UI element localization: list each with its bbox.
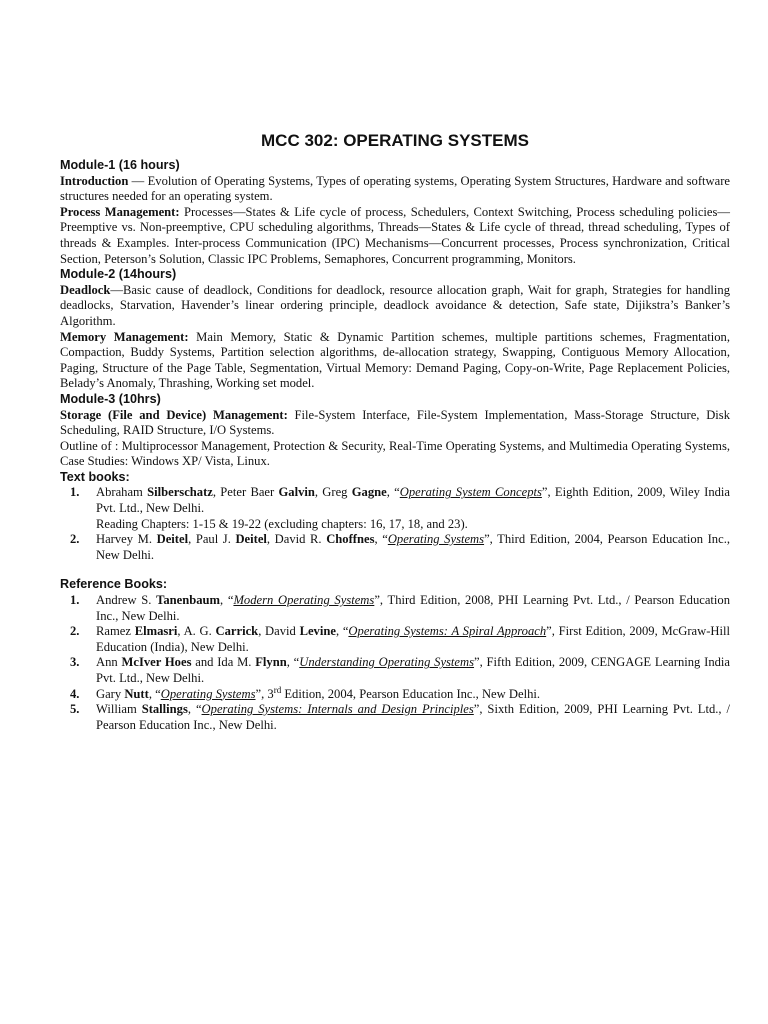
book-text: Edition, 2004, Pearson Education Inc., New Delhi.: [281, 686, 541, 701]
book-text: , Peter Baer: [212, 485, 279, 500]
book-entry: [60, 485, 730, 532]
author-surname: Nutt: [124, 686, 149, 701]
topic-text: —Basic cause of deadlock, Conditions for deadlock, resource allocation graph, Wait for graph, Strategies for handling deadlocks, Starvation, Havender’s linear ordering principle, deadlock avoidance & detection, Safe state, Dijikstra’s Banker’s Algorithm.: [60, 282, 730, 328]
author-surname: Silberschatz: [147, 485, 213, 500]
book-text: , “: [220, 593, 234, 608]
book-text: ”, Third Edition, 2008, PHI Learning Pvt. Ltd., / Pearson Education Inc., New Delhi.: [96, 593, 731, 623]
book-number: 3.: [70, 655, 80, 670]
book-text: Abraham: [96, 485, 148, 500]
book-text: , Paul J.: [188, 532, 236, 547]
author-surname: McIver Hoes: [121, 655, 192, 670]
book-title: Operating Systems: [160, 686, 256, 701]
book-text: Gary: [96, 686, 125, 701]
topic-label: Process Management:: [60, 204, 180, 219]
text-books-heading: Text books:: [60, 469, 130, 484]
book-title: Modern Operating Systems: [233, 593, 375, 608]
book-text: , “: [374, 532, 388, 547]
topic-text: — Evolution of Operating Systems, Types of operating systems, Operating System Structures, Hardware and software structures needed for an operating system.: [60, 173, 730, 204]
book-text: Ramez: [96, 624, 135, 639]
author-surname: Choffnes: [326, 532, 375, 547]
book-text: , “: [286, 655, 300, 670]
book-title: Operating Systems: Internals and Design Principles: [201, 702, 474, 717]
author-surname: Deitel: [156, 532, 189, 547]
book-text: , “: [335, 624, 349, 639]
book-entry: [60, 624, 730, 655]
book-text: Ann: [96, 655, 122, 670]
book-text: ”, First Edition, 2009, McGraw-Hill Education (India), New Delhi.: [96, 624, 730, 654]
author-surname: Tanenbaum: [156, 593, 221, 608]
book-number: 2.: [70, 532, 80, 547]
book-number: 5.: [70, 702, 80, 717]
author-surname: Galvin: [278, 485, 315, 500]
book-title: Operating Systems: [387, 532, 485, 547]
book-text: , David: [258, 624, 300, 639]
syllabus-content: [60, 130, 730, 733]
book-text: ”, Eighth Edition, 2009, Wiley India Pvt. Ltd., New Delhi.: [96, 485, 731, 516]
book-text: , “: [386, 485, 400, 500]
reading-note: Reading Chapters: 1-15 & 19-22 (excluding chapters: 16, 17, 18, and 23).: [96, 516, 468, 531]
topic-text: Processes—States & Life cycle of process, Schedulers, Context Switching, Process scheduling policies—Preemptive vs. Non-preemptive, CPU scheduling algorithms, Threads—States & Life cycle of thread, thread scheduling, Types of threads & Examples. Inter-process Communication (IPC) Mechanisms—Concurrent processes, Process synchronization, Critical Section, Peterson’s Solution, Classic IPC Problems, Semaphores, Concurrent programming, Monitors.: [60, 204, 731, 266]
book-text: Harvey M.: [96, 532, 157, 547]
author-surname: Gagne: [351, 485, 387, 500]
topic-label: Introduction: [60, 173, 129, 188]
book-title: Understanding Operating Systems: [299, 655, 475, 670]
topic-text: File-System Interface, File-System Implementation, Mass-Storage Structure, Disk Scheduling, RAID Structure, I/O Systems.: [60, 407, 730, 438]
book-number: 1.: [70, 593, 80, 608]
book-title: Operating System Concepts: [399, 485, 542, 500]
book-title: Operating Systems: A Spiral Approach: [348, 624, 547, 639]
reference-books-list: [60, 593, 730, 733]
page-title: MCC 302: OPERATING SYSTEMS: [261, 131, 529, 150]
topic-text: Main Memory, Static & Dynamic Partition schemes, multiple partitions schemes, Fragmentation, Compaction, Buddy Systems, Partition selection algorithms, de-allocation strategy, Swapping, Contiguous Memory Allocation, Paging, Structure of the Page Table, Segmentation, Virtual Memory: Demand Paging, Copy-on-Write, Page Replacement Policies, Belady’s Anomaly, Thrashing, Working set model.: [60, 329, 730, 391]
module-paragraph: [60, 174, 730, 205]
author-surname: Deitel: [235, 532, 267, 547]
book-number: 2.: [70, 624, 80, 639]
edition-superscript: rd: [273, 684, 282, 695]
book-entry: [60, 684, 730, 703]
book-text: ”, Fifth Edition, 2009, CENGAGE Learning India Pvt. Ltd., New Delhi.: [96, 655, 731, 685]
book-entry: [60, 655, 730, 686]
section-spacer: [60, 563, 730, 577]
author-surname: Flynn: [255, 655, 287, 670]
book-number: 4.: [70, 686, 80, 701]
author-surname: Stallings: [141, 702, 188, 717]
book-text: , A. G.: [177, 624, 216, 639]
book-text: , David R.: [266, 532, 327, 547]
module-heading: Module-2 (14hours): [60, 267, 177, 282]
book-entry: [60, 702, 730, 733]
book-entry: [60, 593, 730, 624]
book-text: and Ida M.: [191, 655, 256, 670]
text-books-list: [60, 485, 730, 563]
author-surname: Carrick: [215, 624, 259, 639]
modules-container: [60, 158, 730, 470]
reference-books-heading: Reference Books:: [60, 577, 168, 592]
book-text: ”, Third Edition, 2004, Pearson Education Inc., New Delhi.: [96, 532, 730, 562]
module-paragraph: [60, 439, 730, 470]
module-paragraph: [60, 283, 730, 330]
book-text: William: [96, 702, 142, 717]
author-surname: Levine: [299, 624, 336, 639]
module-paragraph: [60, 330, 730, 392]
book-text: , Greg: [314, 485, 352, 500]
topic-label: Storage (File and Device) Management:: [60, 407, 288, 422]
topic-label: Memory Management:: [60, 329, 189, 344]
book-text: , “: [187, 702, 202, 717]
author-surname: Elmasri: [134, 624, 178, 639]
topic-label: Deadlock: [60, 282, 111, 297]
book-text: , “: [148, 686, 161, 701]
module-paragraph: [60, 408, 730, 439]
topic-text: Outline of : Multiprocessor Management, Protection & Security, Real-Time Operating Systems, and Multimedia Operating Systems, Case Studies: Windows XP/ Vista, Linux.: [60, 438, 730, 469]
book-number: 1.: [70, 485, 80, 500]
book-entry: [60, 532, 730, 563]
module-heading: Module-3 (10hrs): [60, 391, 161, 406]
book-text: ”, 3: [255, 686, 274, 701]
book-text: ”, Sixth Edition, 2009, PHI Learning Pvt. Ltd., / Pearson Education Inc., New Delhi.: [96, 702, 730, 732]
book-text: Andrew S.: [96, 593, 157, 608]
module-paragraph: [60, 205, 730, 267]
module-heading: Module-1 (16 hours): [60, 158, 180, 172]
